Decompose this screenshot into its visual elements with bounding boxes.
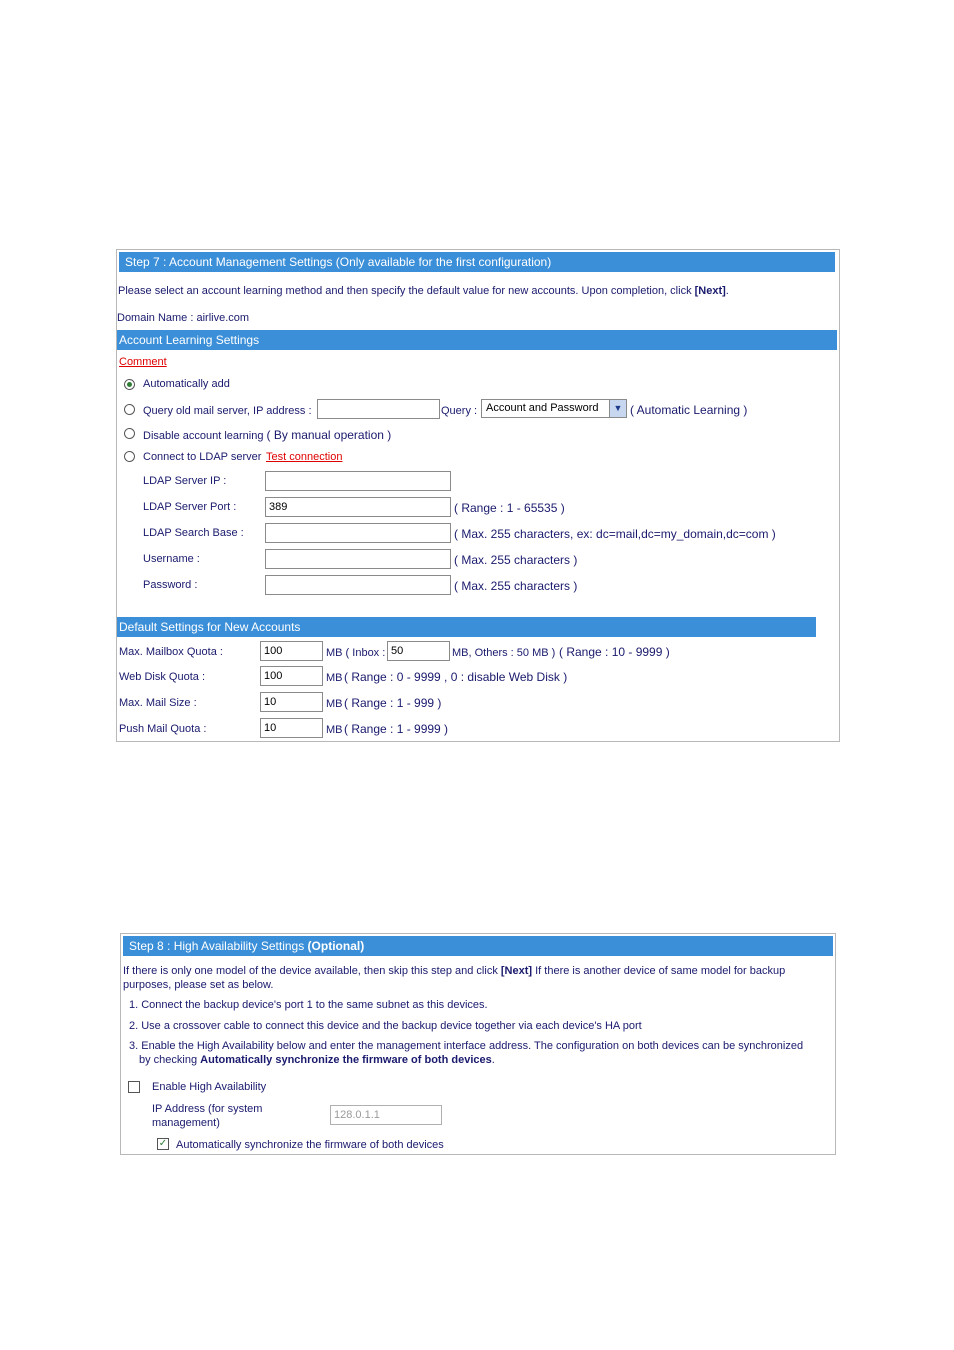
domain-name: Domain Name : airlive.com	[117, 312, 250, 324]
ldap-server-ip-input[interactable]	[265, 471, 451, 491]
mail-size-input[interactable]	[260, 692, 323, 712]
mail-size-unit: MB	[326, 698, 343, 710]
step7-intro-end: .	[725, 285, 729, 297]
step7-panel	[116, 249, 840, 742]
step7-title: Step 7 : Account Management Settings (Only available for the first configuration)	[119, 252, 835, 272]
mail-size-label: Max. Mail Size :	[119, 697, 197, 709]
sync-firmware-label: Automatically synchronize the firmware of both devices	[176, 1139, 444, 1151]
step8-instruction-3b-end: .	[491, 1054, 495, 1066]
ldap-password-input[interactable]	[265, 575, 451, 595]
disable-learning-text: Disable account learning	[143, 430, 264, 442]
step8-instruction-3b-text: by checking	[139, 1054, 201, 1066]
ldap-server-port-label: LDAP Server Port :	[143, 501, 237, 513]
ldap-server-port-input[interactable]	[265, 497, 451, 517]
ldap-username-input[interactable]	[265, 549, 451, 569]
step8-instruction-3: 3. Enable the High Availability below and enter the management interface address. The configuration on both devices can be synchronized	[129, 1040, 804, 1052]
mailbox-others: MB, Others : 50 MB )	[452, 647, 556, 659]
auto-add-radio[interactable]	[124, 379, 135, 390]
webdisk-range: ( Range : 0 - 9999 , 0 : disable Web Disk )	[344, 670, 568, 684]
disable-learning-note: ( By manual operation )	[266, 428, 392, 442]
step8-instruction-3b	[139, 1054, 495, 1066]
enable-ha-label: Enable High Availability	[152, 1081, 267, 1093]
ldap-search-base-input[interactable]	[265, 523, 451, 543]
step7-intro-text: Please select an account learning method and then specify the default value for new accounts. Upon completion, click	[118, 285, 695, 297]
ip-address-label	[152, 1102, 262, 1130]
auto-add-label: Automatically add	[143, 378, 230, 390]
mailbox-quota-input[interactable]	[260, 641, 323, 661]
step8-intro-text-2: If there is another device of same model for backup	[532, 965, 786, 977]
step8-intro-next: [Next]	[500, 965, 533, 977]
step8-intro-text: If there is only one model of the device available, then skip this step and click	[123, 965, 501, 977]
push-quota-range: ( Range : 1 - 9999 )	[344, 722, 449, 736]
step8-title-text: Step 8 : High Availability Settings	[129, 939, 308, 953]
ldap-search-base-note: ( Max. 255 characters, ex: dc=mail,dc=my_domain,dc=com )	[454, 527, 776, 541]
ip-address-label-line1: IP Address (for system	[152, 1103, 263, 1115]
webdisk-unit: MB	[326, 672, 343, 684]
step8-instruction-3b-bold: Automatically synchronize the firmware of both devices	[200, 1054, 492, 1066]
inbox-quota-input[interactable]	[387, 641, 450, 661]
step8-instruction-2: 2. Use a crossover cable to connect this device and the backup device together via each device's HA port	[129, 1020, 642, 1032]
query-select-value: Account and Password	[486, 402, 599, 414]
checkmark-icon: ✓	[158, 1138, 168, 1149]
step8-instruction-1: 1. Connect the backup device's port 1 to the same subnet as this devices.	[129, 999, 488, 1011]
sync-firmware-checkbox[interactable]	[157, 1138, 169, 1150]
push-quota-label: Push Mail Quota :	[119, 723, 207, 735]
ip-address-label-line2: management)	[152, 1117, 220, 1129]
mailbox-range: ( Range : 10 - 9999 )	[559, 645, 670, 659]
step8-intro-line1	[123, 965, 785, 977]
defaults-header: Default Settings for New Accounts	[117, 617, 816, 637]
ldap-label: Connect to LDAP server	[143, 451, 262, 463]
step8-panel	[120, 933, 836, 1155]
query-note: ( Automatic Learning )	[630, 403, 748, 417]
enable-ha-checkbox[interactable]	[128, 1081, 140, 1093]
account-learning-header: Account Learning Settings	[117, 330, 837, 350]
comment-link[interactable]: Comment	[119, 356, 167, 368]
ldap-password-note: ( Max. 255 characters )	[454, 579, 578, 593]
ldap-server-port-note: ( Range : 1 - 65535 )	[454, 501, 565, 515]
step8-title	[123, 936, 833, 956]
ha-ip-input[interactable]	[330, 1105, 442, 1125]
query-ip-input[interactable]	[317, 399, 440, 419]
push-quota-unit: MB	[326, 724, 343, 736]
step8-title-optional: (Optional)	[307, 939, 365, 953]
push-quota-input[interactable]	[260, 718, 323, 738]
mail-size-range: ( Range : 1 - 999 )	[344, 696, 442, 710]
query-old-label: Query old mail server, IP address :	[143, 405, 312, 417]
ldap-radio[interactable]	[124, 451, 135, 462]
chevron-down-icon: ▼	[609, 400, 626, 417]
step7-intro-next: [Next]	[694, 285, 726, 297]
query-select[interactable]	[481, 399, 627, 418]
ldap-password-label: Password :	[143, 579, 198, 591]
query-old-radio[interactable]	[124, 404, 135, 415]
ldap-search-base-label: LDAP Search Base :	[143, 527, 244, 539]
test-connection-link[interactable]: Test connection	[266, 451, 343, 463]
step8-intro-line2: purposes, please set as below.	[123, 979, 274, 991]
disable-learning-label	[143, 428, 391, 442]
mailbox-unit: MB ( Inbox :	[326, 647, 386, 659]
ldap-server-ip-label: LDAP Server IP :	[143, 475, 227, 487]
mailbox-quota-label: Max. Mailbox Quota :	[119, 646, 223, 658]
webdisk-quota-label: Web Disk Quota :	[119, 671, 205, 683]
disable-learning-radio[interactable]	[124, 428, 135, 439]
ldap-username-label: Username :	[143, 553, 200, 565]
webdisk-quota-input[interactable]	[260, 666, 323, 686]
step7-intro	[118, 285, 729, 297]
ldap-username-note: ( Max. 255 characters )	[454, 553, 578, 567]
query-label: Query :	[441, 405, 478, 417]
